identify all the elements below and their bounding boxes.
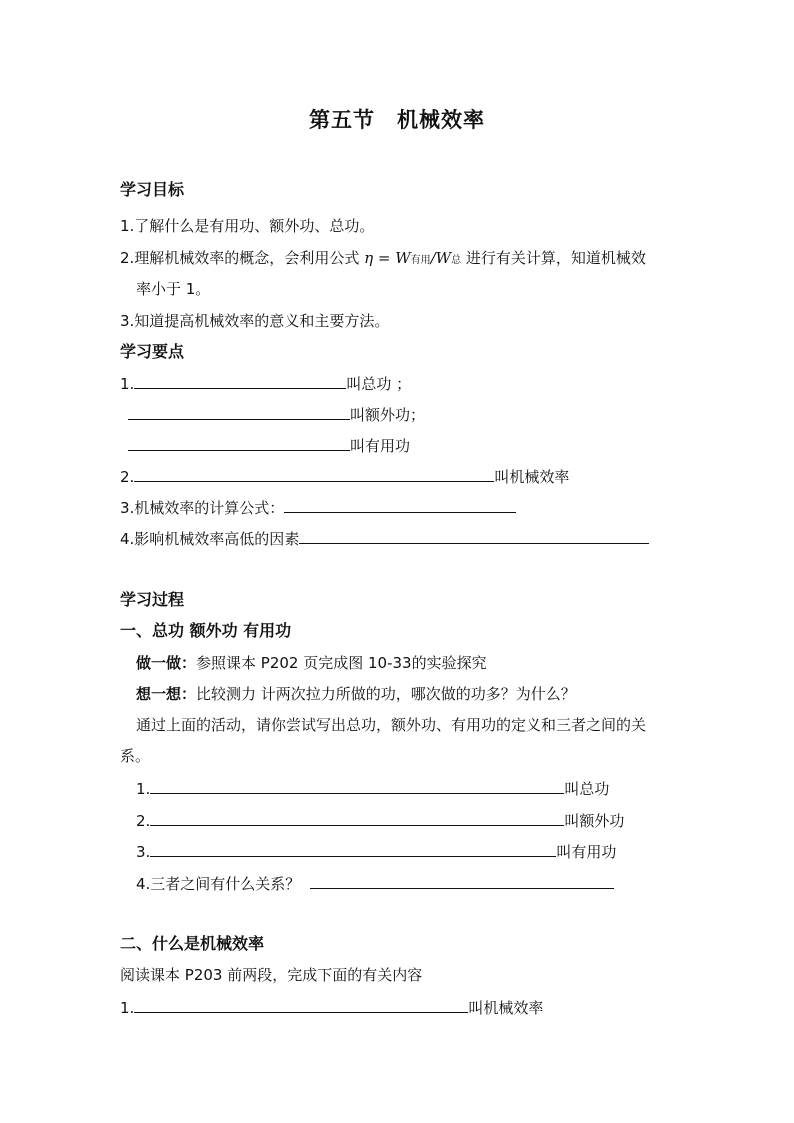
goal-2-cont: 率小于 1。 [136, 280, 211, 298]
point-2-efficiency: 2. 叫机械效率 [120, 468, 570, 486]
title-topic: 机械效率 [397, 107, 485, 132]
fill-blank[interactable] [150, 810, 564, 826]
title-section: 第五节 [309, 107, 375, 132]
instruction-paragraph: 通过上面的活动，请你尝试写出总功，额外功、有用功的定义和三者之间的关 [136, 716, 647, 734]
goal-2: 2.理解机械效率的概念，会利用公式 η = W有用/W总 进行有关计算，知道机械效 [120, 249, 646, 267]
question-2: 2. 叫额外功 [136, 812, 625, 830]
fill-blank[interactable] [134, 466, 494, 482]
question-3: 3. 叫有用功 [136, 843, 617, 861]
reading-question-1: 1. 叫机械效率 [120, 999, 544, 1017]
fill-blank[interactable] [134, 373, 346, 389]
question-1: 1. 叫总功 [136, 780, 610, 798]
goals-heading: 学习目标 [120, 180, 185, 199]
points-heading: 学习要点 [120, 342, 185, 361]
point-1-total-work: 1. 叫总功 ； [120, 375, 412, 393]
fill-blank[interactable] [284, 497, 516, 513]
fill-blank[interactable] [310, 873, 614, 889]
point-1-extra-work: 叫额外功； [128, 404, 425, 425]
point-4-factors: 4.影响机械效率高低的因素 [120, 528, 649, 549]
section-2-heading: 二、什么是机械效率 [120, 934, 265, 953]
question-4: 4.三者之间有什么关系？ [136, 873, 614, 894]
instruction-paragraph-cont: 系。 [120, 747, 151, 765]
reading-instruction: 阅读课本 P203 前两段，完成下面的有关内容 [120, 966, 423, 984]
process-heading: 学习过程 [120, 590, 185, 609]
fill-blank[interactable] [150, 841, 556, 857]
fill-blank[interactable] [128, 435, 350, 451]
point-1-useful-work: 叫有用功 [128, 435, 410, 456]
formula-eta: η [364, 249, 374, 267]
fill-blank[interactable] [299, 528, 649, 544]
point-3-formula: 3.机械效率的计算公式： [120, 497, 516, 518]
do-activity: 做一做：参照课本 P202 页完成图 10-33的实验探究 [136, 654, 487, 672]
fill-blank[interactable] [150, 778, 564, 794]
think-activity: 想一想：比较测力 计两次拉力所做的功，哪次做的功多？为什么？ [136, 685, 576, 703]
page-title [0, 104, 794, 134]
fill-blank[interactable] [128, 404, 350, 420]
section-1-heading: 一、总功 额外功 有用功 [120, 621, 292, 640]
goal-3: 3.知道提高机械效率的意义和主要方法。 [120, 312, 390, 330]
fill-blank[interactable] [134, 997, 468, 1013]
goal-1: 1.了解什么是有用功、额外功、总功。 [120, 217, 375, 235]
